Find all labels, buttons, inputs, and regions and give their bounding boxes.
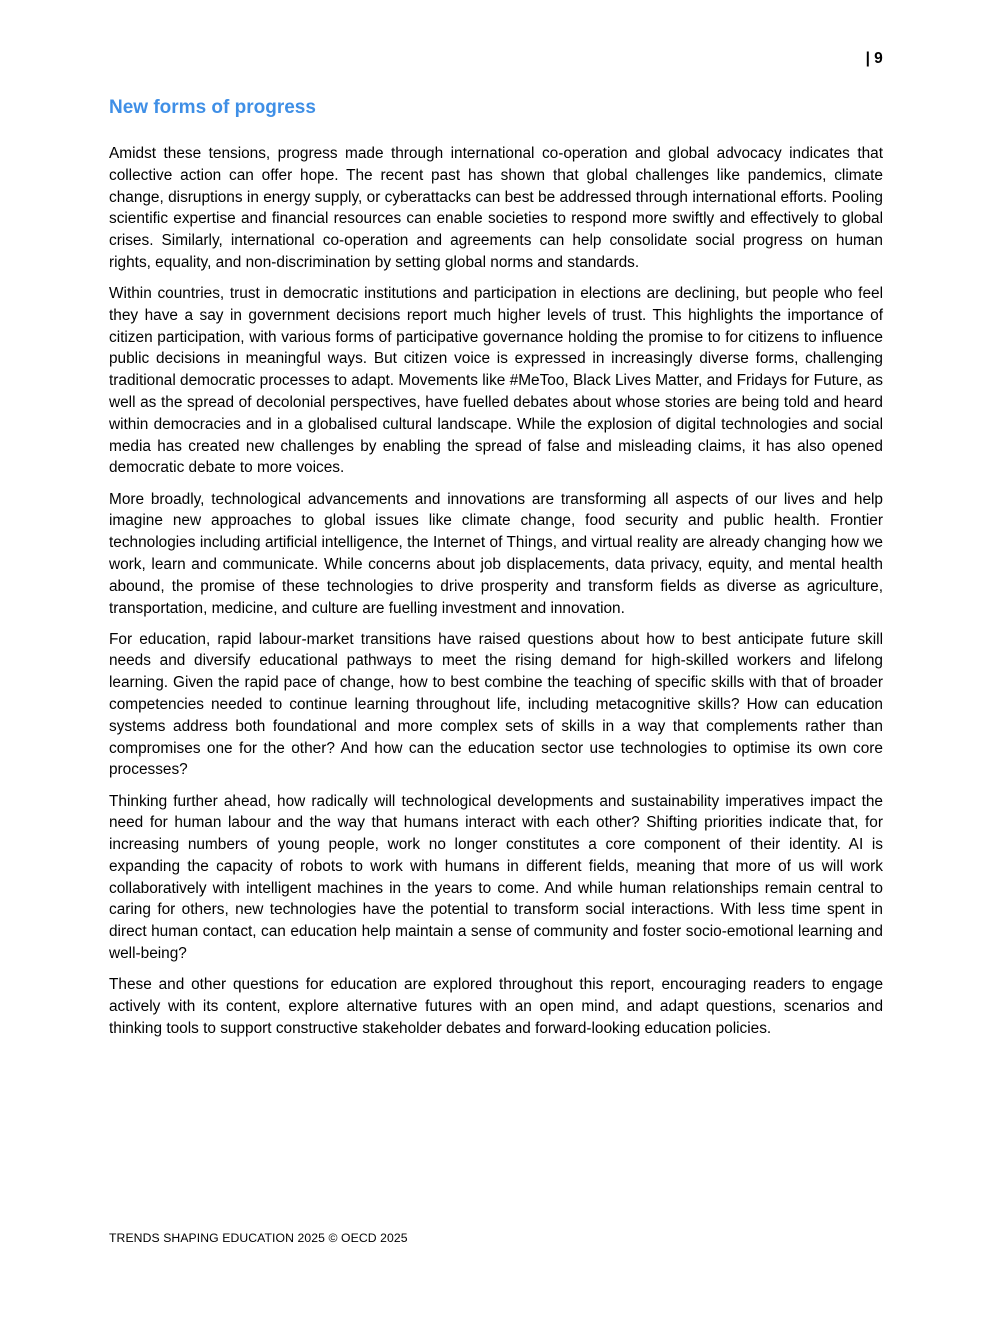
footer-text: TRENDS SHAPING EDUCATION 2025 © OECD 2025 [109,1231,408,1245]
paragraph-5: Thinking further ahead, how radically will technological developments and sustainability imperatives impact the need for human labour and the way that humans interact with each other? Shifting priorities indicate that, for increasing numbers of young people, work no longer constitutes a core component of their identity. AI is expanding the capacity of robots to work with humans in different fields, meaning that more of us will work collaboratively with intelligent machines in the years to come. And while human relationships remain central to caring for others, new technologies have the potential to transform social interactions. With less time spent in direct human contact, can education help maintain a sense of community and foster socio-emotional learning and well-being? [109,792,883,963]
paragraph-4: For education, rapid labour-market transitions have raised questions about how to best anticipate future skill needs and diversify educational pathways to meet the rising demand for high-skilled workers and lifelong learning. Given the rapid pace of change, how to best combine the teaching of specific skills with that of broader competencies needed to continue learning throughout life, including metacognitive skills? How can education systems address both foundational and more complex sets of skills in a way that complements rather than compromises one for the other? And how can the education sector use technologies to optimise its own core processes? [109,630,883,779]
page-number-separator: | [865,50,871,67]
paragraph-6: These and other questions for education are explored throughout this report, encouraging readers to engage actively with its content, explore alternative futures with an open mind, and adapt questions, scenarios and thinking tools to support constructive stakeholder debates and forward-looking education policies. [109,976,883,1037]
page-number-value: 9 [874,50,883,67]
body-text [109,143,883,1049]
page-number [866,50,883,68]
paragraph-3: More broadly, technological advancements and innovations are transforming all aspects of our lives and help imagine new approaches to global issues like climate change, food security and public health. Frontier technologies including artificial intelligence, the Internet of Things, and virtual reality are already changing how we work, learn and communicate. While concerns about job displacements, data privacy, equity, and mental health abound, the promise of these technologies to drive prosperity and transform fields as diverse as agriculture, transportation, medicine, and culture are fuelling investment and innovation. [109,490,883,617]
paragraph-1: Amidst these tensions, progress made through international co-operation and global advocacy indicates that collective action can offer hope. The recent past has shown that global challenges like pandemics, climate change, disruptions in energy supply, or cyberattacks can best be addressed through international efforts. Pooling scientific expertise and financial resources can enable societies to respond more swiftly and effectively to global crises. Similarly, international co-operation and agreements can help consolidate social progress on human rights, equality, and non-discrimination by setting global norms and standards. [109,145,883,271]
section-heading: New forms of progress [109,97,316,118]
paragraph-2: Within countries, trust in democratic institutions and participation in elections are declining, but people who feel they have a say in government decisions report much higher levels of trust. This highlights the importance of citizen participation, with various forms of participative governance holding the promise to for citizens to influence public decisions in meaningful ways. But citizen voice is expressed in increasingly diverse forms, challenging traditional democratic processes to adapt. Movements like #MeToo, Black Lives Matter, and Fridays for Future, as well as the spread of decolonial perspectives, have fuelled debates about whose stories are being told and heard within democracies and in a globalised cultural landscape. While the explosion of digital technologies and social media has created new challenges by enabling the spread of false and misleading claims, it has also opened democratic debate to more voices. [109,285,883,477]
